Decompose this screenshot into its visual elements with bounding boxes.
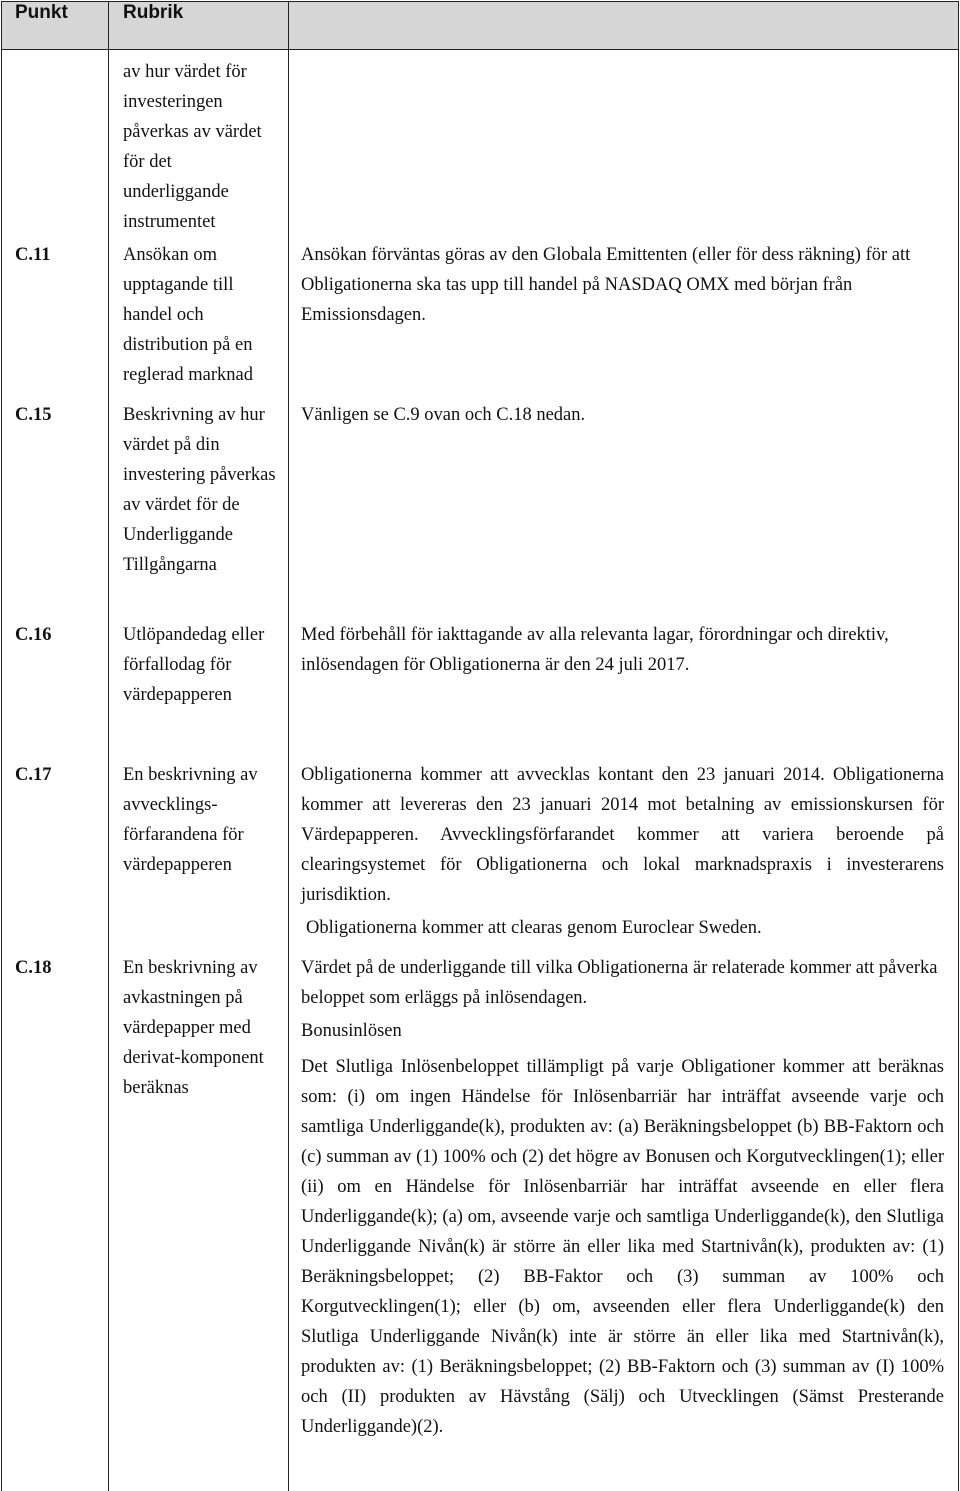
row-content: Vänligen se C.9 ovan och C.18 nedan.	[301, 404, 586, 425]
row-rubrik: Ansökan om upptagande till handel och distribution på en reglerad marknad	[123, 244, 253, 385]
row-rubrik: En beskrivning av avkastningen på värdepapper med derivat-komponent beräknas	[123, 957, 264, 1098]
table-row	[2, 620, 959, 760]
header-rubrik: Rubrik	[109, 2, 289, 50]
row-subheading: Bonusinlösen	[301, 1020, 402, 1041]
row-content: Med förbehåll för iakttagande av alla relevanta lagar, förordningar och direktiv, inlösendagen för Obligationerna är den 24 juli 2017.	[301, 624, 889, 675]
row-content: Ansökan förväntas göras av den Globala Emittenten (eller för dess räkning) för att Obligationerna ska tas upp till handel på NASDAQ OMX med början från Emissionsdagen.	[301, 244, 911, 325]
row-content-body: Det Slutliga Inlösenbeloppet tillämpligt på varje Obligationer kommer att beräknas som: (i) om ingen Händelse för Inlösenbarriär har inträffat avseende varje och samtliga Underliggande(k), produkten av: (a) Beräkningsbeloppet (b) BB-Faktorn och (c) summan av (1) 100% och (2) det högre av Bonusen och Korgutvecklingen(1); eller (ii) om en Händelse för Inlösenbarriär har inträffat avseende en eller flera Underliggande(k); (a) om, avseende varje och samtliga Underliggande(k), den Slutliga Underliggande Nivån(k) är större än eller lika med Startnivån(k), produkten av: (1) Beräkningsbeloppet; (2) BB-Faktor och (3) summan av 100% och Korgutvecklingen(1); eller (b) om, avseenden eller flera Underliggande(k) den Slutliga Underliggande Nivån(k) inte är större än eller lika med Startnivån(k), produkten av: (1) Beräkningsbeloppet; (2) BB-Faktorn och (3) summan av (I) 100% och (II) produkten av Hävstång (Sälj) och Utvecklingen (Sämst Presterande Underliggande)(2).	[301, 1056, 944, 1437]
table-row	[2, 953, 959, 1491]
row-punkt: C.15	[15, 404, 52, 425]
row-rubrik: Utlöpandedag eller förfallodag för värdepapperen	[123, 624, 265, 705]
row-punkt: C.11	[15, 244, 51, 265]
table-header-row	[2, 2, 959, 50]
row-rubrik: En beskrivning av avvecklings-förfarandena för värdepapperen	[123, 764, 258, 875]
table-row	[2, 400, 959, 620]
row-rubrik: av hur värdet för investeringen påverkas av värdet för det underliggande instrumentet	[123, 62, 262, 232]
row-punkt: C.17	[15, 764, 52, 785]
row-content-note: Obligationerna kommer att clearas genom Euroclear Sweden.	[306, 917, 762, 938]
row-punkt: C.18	[15, 957, 52, 978]
summary-table	[1, 1, 959, 1491]
table-row	[2, 760, 959, 953]
row-content: Värdet på de underliggande till vilka Obligationerna är relaterade kommer att påverka beloppet som erläggs på inlösendagen.	[301, 957, 938, 1008]
row-content: Obligationerna kommer att avvecklas kontant den 23 januari 2014. Obligationerna kommer att levereras den 23 januari 2014 mot betalning av emissionskursen för Värdepapperen. Avvecklingsförfarandet kommer att variera beroende på clearingsystemet för Obligationerna och lokal marknadspraxis i investerarens jurisdiktion.	[301, 764, 944, 905]
row-punkt: C.16	[15, 624, 52, 645]
header-content	[289, 2, 959, 50]
table-row	[2, 50, 959, 240]
table-row	[2, 240, 959, 400]
row-rubrik: Beskrivning av hur värdet på din investering påverkas av värdet för de Underliggande Tillgångarna	[123, 404, 276, 575]
header-punkt: Punkt	[2, 2, 109, 50]
